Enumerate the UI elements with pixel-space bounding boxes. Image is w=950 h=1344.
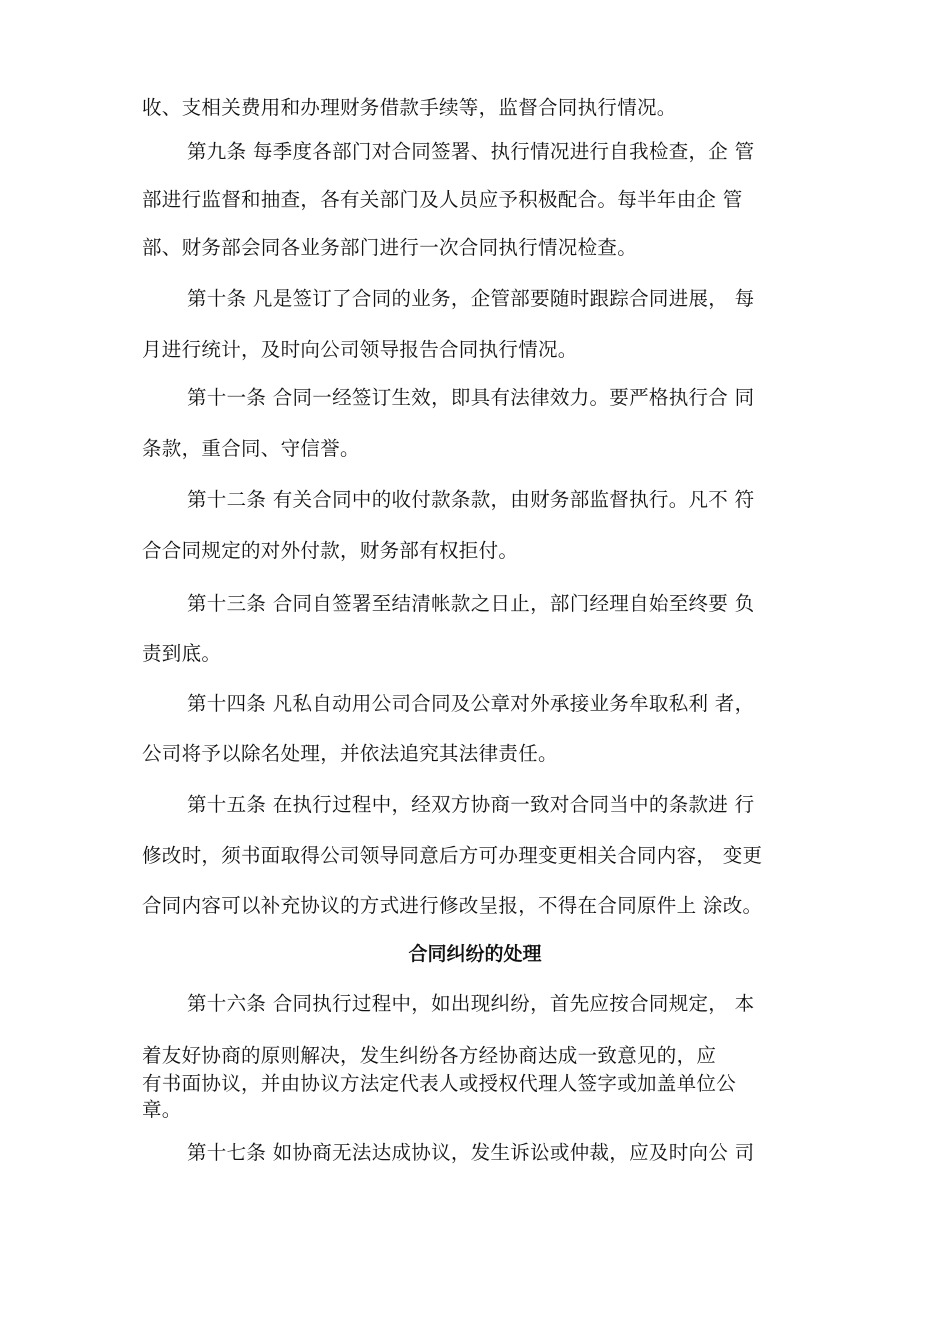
text-line: 修改时，须书面取得公司领导同意后方可办理变更相关合同内容， 变更: [142, 844, 763, 867]
text-line: 部进行监督和抽查，各有关部门及人员应予积极配合。每半年由企 管: [142, 188, 743, 211]
text-line: 责到底。: [142, 642, 222, 665]
text-line: 章。: [142, 1098, 182, 1121]
article-10-line-1: 第十条 凡是签订了合同的业务，企管部要随时跟踪合同进展， 每: [187, 287, 755, 310]
text-line: 条款，重合同、守信誉。: [142, 437, 360, 460]
text-line: 有书面协议，并由协议方法定代表人或授权代理人签字或加盖单位公: [142, 1072, 737, 1095]
section-heading: 合同纠纷的处理: [408, 943, 542, 965]
text-line: 合同内容可以补充协议的方式进行修改呈报，不得在合同原件上 涂改。: [142, 894, 763, 917]
article-11-line-1: 第十一条 合同一经签订生效，即具有法律效力。要严格执行合 同: [187, 386, 755, 409]
article-16-line-1: 第十六条 合同执行过程中，如出现纠纷，首先应按合同规定， 本: [187, 992, 755, 1015]
article-12-line-1: 第十二条 有关合同中的收付款条款，由财务部监督执行。凡不 符: [187, 488, 755, 511]
article-13-line-1: 第十三条 合同自签署至结清帐款之日止，部门经理自始至终要 负: [187, 592, 755, 615]
article-14-line-1: 第十四条 凡私自动用公司合同及公章对外承接业务牟取私利 者，: [187, 692, 755, 715]
text-line: 收、支相关费用和办理财务借款手续等，监督合同执行情况。: [142, 96, 677, 119]
text-line: 部、财务部会同各业务部门进行一次合同执行情况检查。: [142, 236, 638, 259]
text-line: 着友好协商的原则解决，发生纠纷各方经协商达成一致意见的，应: [142, 1044, 717, 1067]
text-line: 月进行统计，及时向公司领导报告合同执行情况。: [142, 338, 578, 361]
article-9-line-1: 第九条 每季度各部门对合同签署、执行情况进行自我检查，企 管: [187, 140, 755, 163]
article-15-line-1: 第十五条 在执行过程中，经双方协商一致对合同当中的条款进 行: [187, 793, 755, 816]
text-line: 合合同规定的对外付款，财务部有权拒付。: [142, 539, 519, 562]
text-line: 公司将予以除名处理，并依法追究其法律责任。: [142, 742, 558, 765]
article-17-line-1: 第十七条 如协商无法达成协议，发生诉讼或仲裁，应及时向公 司: [187, 1141, 755, 1164]
